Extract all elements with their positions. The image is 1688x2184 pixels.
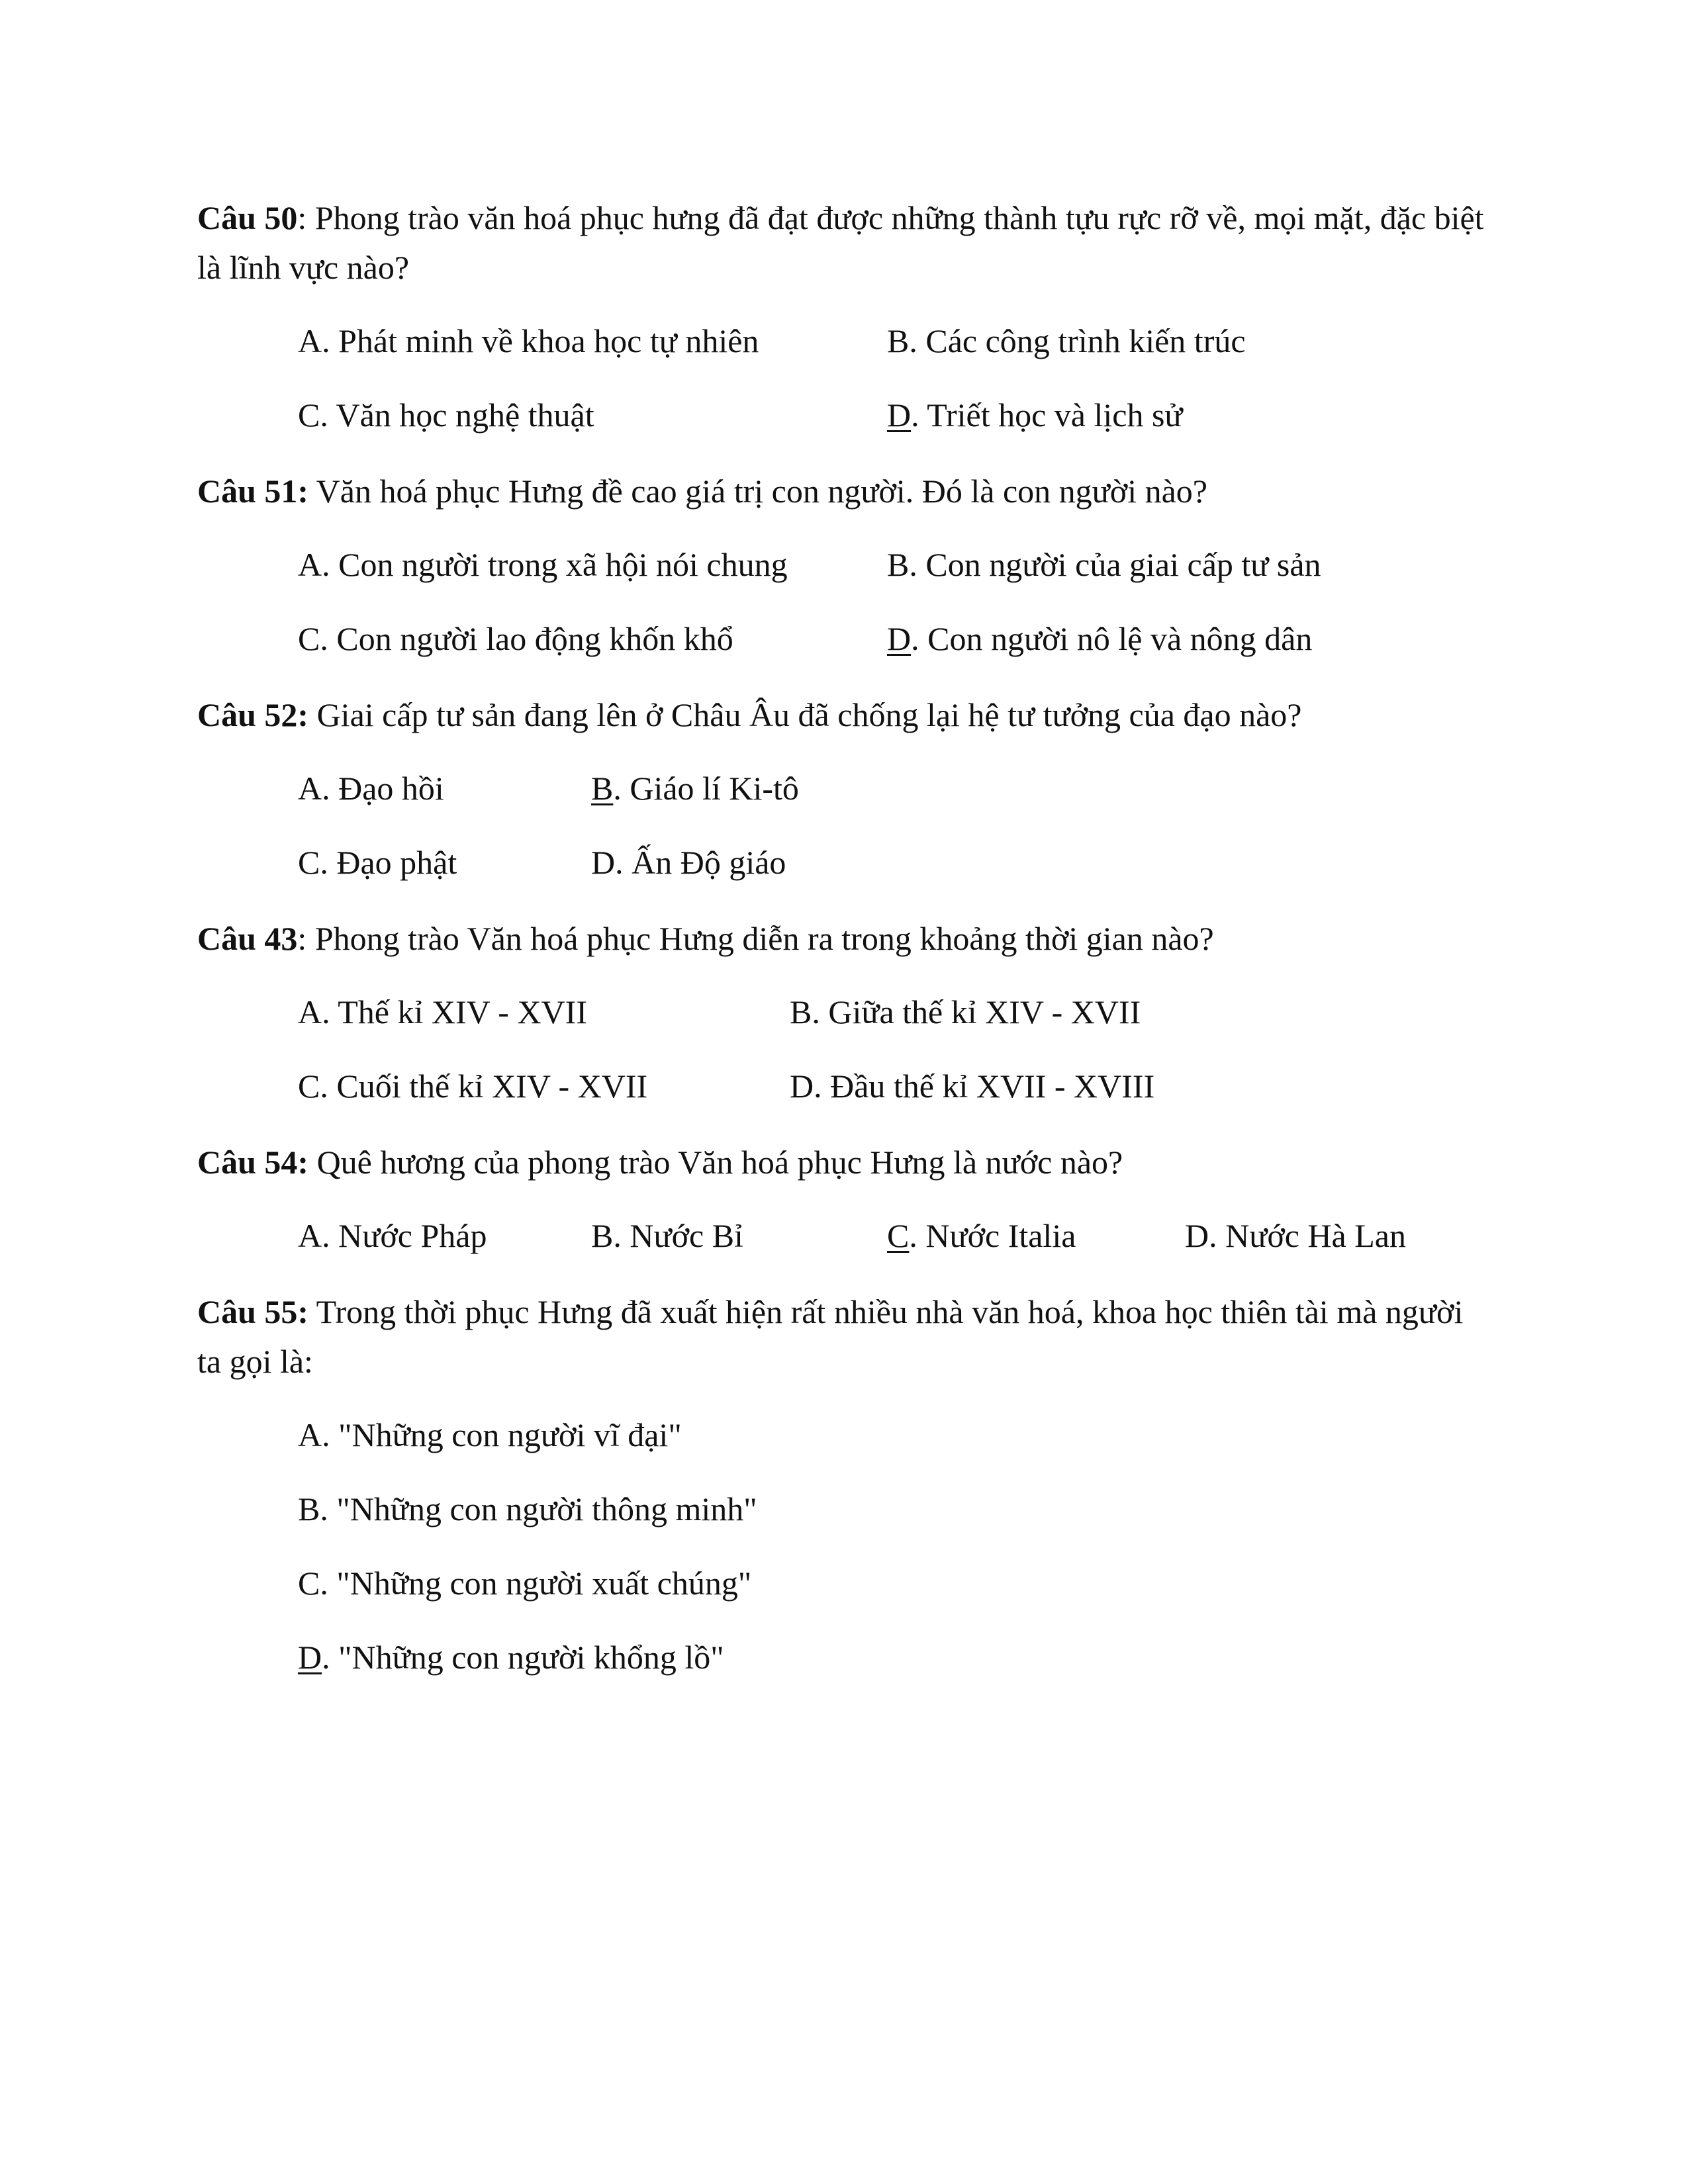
answer-marker: D bbox=[887, 396, 912, 433]
question-label: Câu 51: bbox=[197, 473, 309, 510]
option-b: B. "Những con người thông minh" bbox=[298, 1490, 757, 1527]
question-43: Câu 43: Phong trào Văn hoá phục Hưng diễn ra trong khoảng thời gian nào? bbox=[197, 920, 1214, 957]
answer-marker: D bbox=[298, 1639, 322, 1676]
option-c-correct: C. Nước Italia bbox=[887, 1217, 1076, 1254]
question-50: Câu 50: Phong trào văn hoá phục hưng đã đạt được những thành tựu rực rỡ về, mọi mặt, đặc biệt là lĩnh vực nào? bbox=[197, 199, 1484, 286]
option-b: B. Nước Bỉ bbox=[591, 1217, 743, 1254]
option-c: C. "Những con người xuất chúng" bbox=[298, 1565, 752, 1602]
question-text: Quê hương của phong trào Văn hoá phục Hưng là nước nào? bbox=[308, 1144, 1123, 1181]
question-text: Phong trào Văn hoá phục Hưng diễn ra trong khoảng thời gian nào? bbox=[306, 920, 1214, 957]
question-text: Văn hoá phục Hưng đề cao giá trị con người. Đó là con người nào? bbox=[308, 473, 1207, 510]
option-d-correct: D. Triết học và lịch sử bbox=[887, 396, 1183, 433]
option-b-correct: B. Giáo lí Ki-tô bbox=[591, 770, 799, 807]
option-b: B. Các công trình kiến trúc bbox=[887, 322, 1246, 359]
option-a: A. Đạo hồi bbox=[298, 770, 444, 807]
question-55 bbox=[197, 1287, 1495, 1387]
option-d: D. Nước Hà Lan bbox=[1185, 1217, 1406, 1254]
question-label: Câu 50 bbox=[197, 199, 298, 236]
answer-marker: B bbox=[591, 770, 614, 807]
option-c: C. Đạo phật bbox=[298, 844, 457, 881]
option-b: B. Con người của giai cấp tư sản bbox=[887, 546, 1321, 583]
option-a: A. Thế kỉ XIV - XVII bbox=[298, 993, 587, 1030]
option-a: A. Con người trong xã hội nói chung bbox=[298, 546, 788, 583]
question-52 bbox=[197, 690, 1495, 740]
question-text: Trong thời phục Hưng đã xuất hiện rất nhiều nhà văn hoá, khoa học thiên tài mà người ta gọi là: bbox=[197, 1293, 1464, 1380]
option-d: D. Đầu thế kỉ XVII - XVIII bbox=[790, 1068, 1155, 1105]
question-51 bbox=[197, 467, 1495, 516]
question-label: Câu 54: bbox=[197, 1144, 309, 1181]
question-label: Câu 43 bbox=[197, 920, 298, 957]
question-label: Câu 55: bbox=[197, 1293, 309, 1330]
answer-marker: C bbox=[887, 1217, 910, 1254]
answer-marker: D bbox=[887, 620, 912, 657]
option-c: C. Văn học nghệ thuật bbox=[298, 396, 594, 433]
option-a: A. "Những con người vĩ đại" bbox=[298, 1416, 682, 1453]
option-b: B. Giữa thế kỉ XIV - XVII bbox=[790, 993, 1141, 1030]
question-label: Câu 52: bbox=[197, 696, 309, 733]
question-54 bbox=[197, 1138, 1495, 1187]
option-d-correct: D. Con người nô lệ và nông dân bbox=[887, 620, 1313, 657]
option-c: C. Cuối thế kỉ XIV - XVII bbox=[298, 1068, 648, 1105]
option-d-correct: D. "Những con người khổng lồ" bbox=[298, 1639, 724, 1676]
option-c: C. Con người lao động khốn khổ bbox=[298, 620, 733, 657]
option-d: D. Ấn Độ giáo bbox=[591, 844, 786, 881]
question-text: Giai cấp tư sản đang lên ở Châu Âu đã chống lại hệ tư tưởng của đạo nào? bbox=[308, 696, 1302, 733]
question-text: Phong trào văn hoá phục hưng đã đạt được những thành tựu rực rỡ về, mọi mặt, đặc biệt là lĩnh vực nào? bbox=[197, 199, 1484, 286]
option-a: A. Phát minh về khoa học tự nhiên bbox=[298, 322, 759, 359]
option-a: A. Nước Pháp bbox=[298, 1217, 487, 1254]
